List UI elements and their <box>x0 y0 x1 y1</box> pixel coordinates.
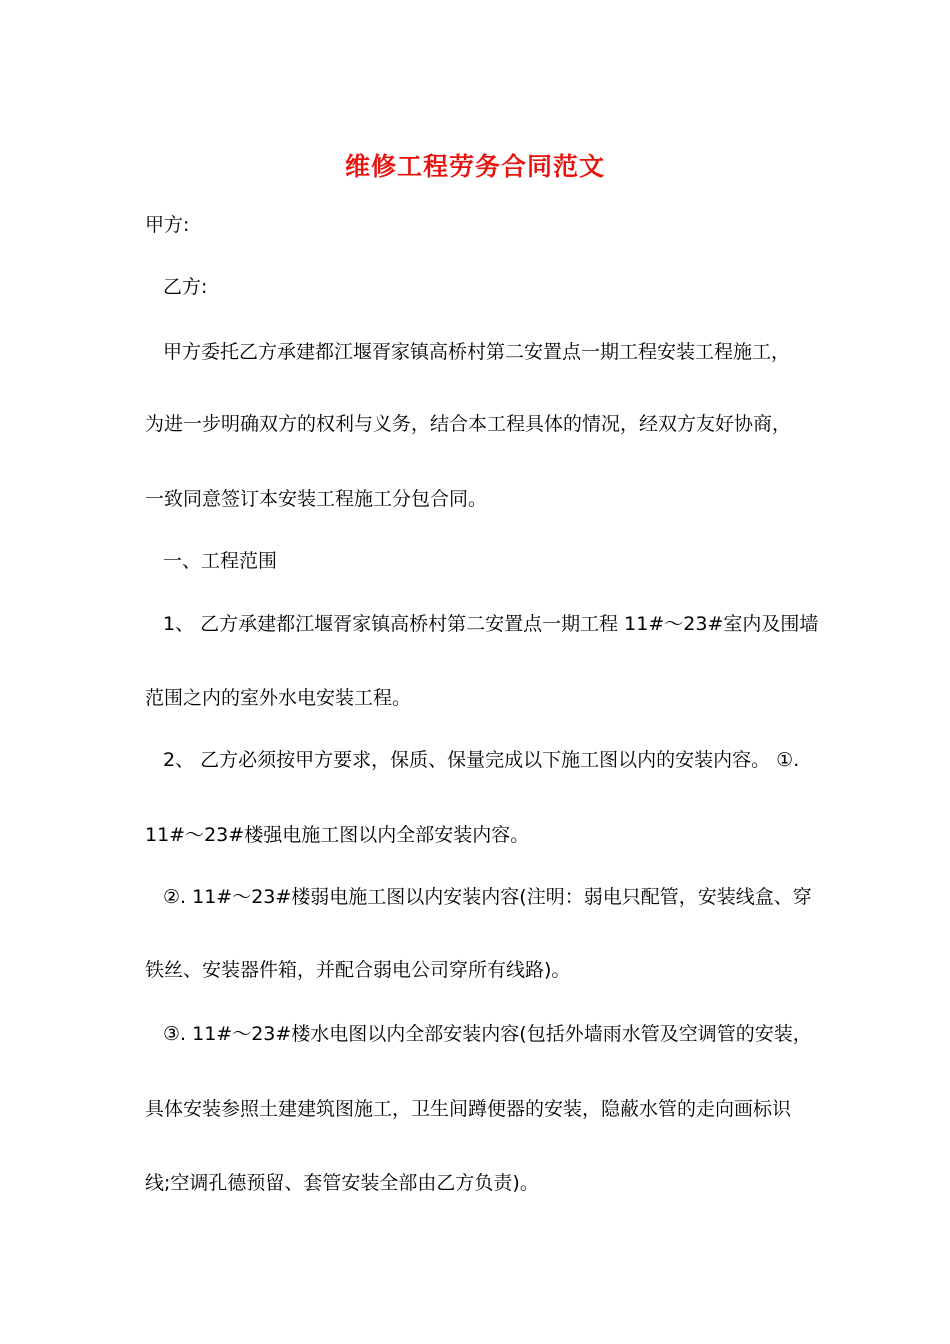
clause-line: 11#～23#楼强电施工图以内全部安装内容。 <box>145 824 530 846</box>
clause-line: 2、 乙方必须按甲方要求，保质、保量完成以下施工图以内的安装内容。 ①. <box>163 749 800 771</box>
section-heading: 一、工程范围 <box>163 550 278 572</box>
clause-line: 1、 乙方承建都江堰胥家镇高桥村第二安置点一期工程 11#～23#室内及围墙 <box>163 613 819 635</box>
clause-line: 线;空调孔德预留、套管安装全部由乙方负责)。 <box>145 1172 539 1194</box>
paragraph-line: 甲方委托乙方承建都江堰胥家镇高桥村第二安置点一期工程安装工程施工， <box>163 341 791 363</box>
clause-line: ②. 11#～23#楼弱电施工图以内安装内容(注明：弱电只配管，安装线盒、穿 <box>163 886 812 908</box>
document-title: 维修工程劳务合同范文 <box>344 152 605 181</box>
clause-line: 铁丝、安装器件箱，并配合弱电公司穿所有线路)。 <box>145 959 571 981</box>
paragraph-line: 一致同意签订本安装工程施工分包合同。 <box>145 488 488 510</box>
party-b-label: 乙方: <box>163 276 208 298</box>
clause-line: 具体安装参照土建建筑图施工，卫生间蹲便器的安装，隐蔽水管的走向画标识 <box>145 1098 792 1120</box>
paragraph-line: 为进一步明确双方的权利与义务，结合本工程具体的情况，经双方友好协商， <box>145 413 792 435</box>
clause-line: ③. 11#～23#楼水电图以内全部安装内容(包括外墙雨水管及空调管的安装， <box>163 1023 812 1045</box>
clause-line: 范围之内的室外水电安装工程。 <box>145 687 412 709</box>
party-a-label: 甲方: <box>145 214 190 236</box>
